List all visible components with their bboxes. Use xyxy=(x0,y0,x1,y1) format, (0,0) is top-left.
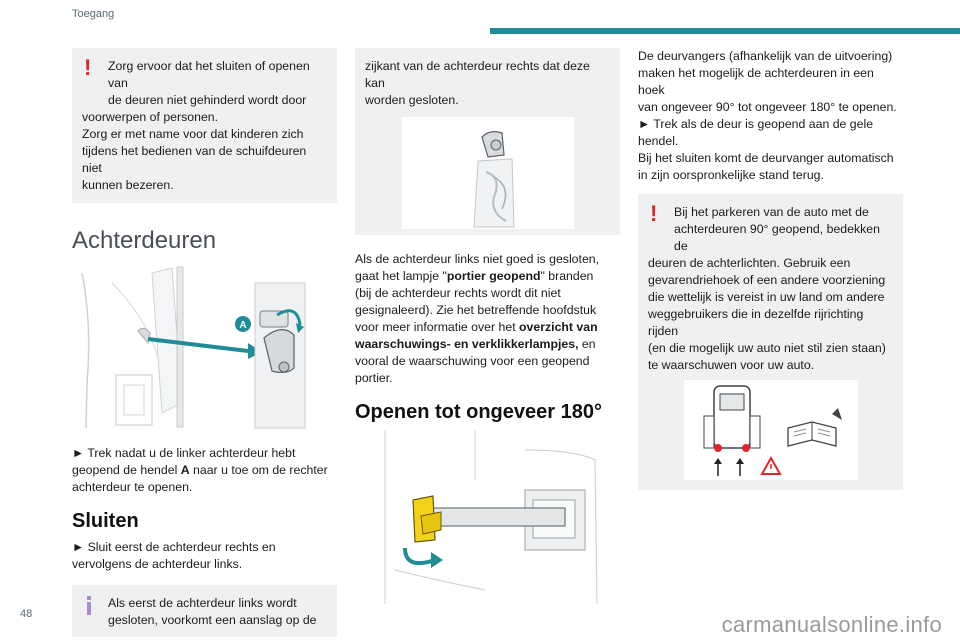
info-text-line: gesloten, voorkomt een aanslag op de xyxy=(108,613,317,627)
para-bold: overzicht van xyxy=(519,320,598,334)
para-text: (bij de achterdeur rechts wordt dit niet xyxy=(355,286,561,300)
header-section-label: Toegang xyxy=(72,8,115,20)
para-text: gaat het lampje " xyxy=(355,269,447,283)
warning-text-line: deuren de achterlichten. Gebruik een xyxy=(648,256,851,270)
para-bold: portier geopend xyxy=(446,269,541,283)
door-retainer-figure xyxy=(375,430,600,604)
step-text-bold: A xyxy=(180,463,190,477)
section-heading-achterdeuren: Achterdeuren xyxy=(72,227,217,254)
para-text: portier. xyxy=(355,371,393,385)
warning-text-line: Zorg ervoor dat het sluiten of openen van xyxy=(108,59,310,90)
warning-text-line: kunnen bezeren. xyxy=(82,178,174,192)
header-accent-bar xyxy=(490,28,960,34)
para-line: De deurvangers (afhankelijk van de uitvoering) xyxy=(638,49,893,63)
door-warning-paragraph xyxy=(355,251,620,387)
column-middle xyxy=(355,48,620,604)
para-text: gesignaleerd). Zie het betreffende hoofdstuk xyxy=(355,303,597,317)
door-catch-paragraph xyxy=(638,48,903,184)
parking-warning-box xyxy=(638,194,903,490)
info-icon xyxy=(86,596,112,615)
parking-warning-figure xyxy=(684,380,858,480)
warning-text-line: achterdeuren 90° geopend, bedekken de xyxy=(674,222,880,253)
warning-text-line: de deuren niet gehinderd wordt door xyxy=(108,93,307,107)
step-close-doors xyxy=(72,539,337,573)
para-text: voor meer informatie over het xyxy=(355,320,520,334)
warning-icon: ! xyxy=(84,55,92,80)
figure-label-a: A xyxy=(239,320,247,331)
para-text: " branden xyxy=(540,269,594,283)
warning-icon: ! xyxy=(650,201,658,226)
warning-text-line: gevarendriehoek of een andere voorziening xyxy=(648,273,886,287)
close-text-line: ► Sluit eerst de achterdeur rechts en xyxy=(72,540,276,554)
info-text-line: worden gesloten. xyxy=(365,93,459,107)
para-text: Als de achterdeur links niet goed is gesloten, xyxy=(355,252,600,266)
column-right xyxy=(638,48,903,490)
door-handle-figure xyxy=(72,263,337,433)
info-text-line: zijkant van de achterdeur rechts dat deze kan xyxy=(365,59,590,90)
info-text-line: Als eerst de achterdeur links wordt xyxy=(108,596,297,610)
para-bold: waarschuwings- en verklikkerlampjes, xyxy=(355,337,579,351)
step-text-part: naar u toe om de rechter xyxy=(189,463,328,477)
watermark: carmanualsonline.info xyxy=(721,612,942,637)
warning-text-line: weggebruikers die in dezelfde rijrichting rijden xyxy=(648,307,864,338)
column-left xyxy=(72,48,337,637)
warning-text-line: (en die mogelijk uw auto niet stil zien staan) xyxy=(648,341,886,355)
warning-box xyxy=(72,48,337,203)
warning-text-line: Zorg er met name voor dat kinderen zich xyxy=(82,127,304,141)
close-text-line: vervolgens de achterdeur links. xyxy=(72,557,243,571)
para-line: in zijn oorspronkelijke stand terug. xyxy=(638,168,824,182)
para-line: ► Trek als de deur is geopend aan de gele xyxy=(638,117,874,131)
door-check-figure xyxy=(402,117,574,229)
info-box-continued xyxy=(355,48,620,235)
step-open-right-door xyxy=(72,445,337,496)
para-line: hendel. xyxy=(638,134,679,148)
step-text-part: achterdeur te openen. xyxy=(72,480,193,494)
warning-text-line: Bij het parkeren van de auto met de xyxy=(674,205,869,219)
para-line: van ongeveer 90° tot ongeveer 180° te openen. xyxy=(638,100,897,114)
step-text-part: ► Trek nadat u de linker achterdeur hebt xyxy=(72,446,296,460)
warning-text-line: te waarschuwen voor uw auto. xyxy=(648,358,815,372)
para-text: vooral de waarschuwing voor een geopend xyxy=(355,354,590,368)
section-heading-sluiten: Sluiten xyxy=(72,510,139,532)
page-number: 48 xyxy=(20,608,33,620)
warning-text-line: die wettelijk is vereist in uw land om andere xyxy=(648,290,885,304)
section-heading-180: Openen tot ongeveer 180° xyxy=(355,401,602,423)
para-line: maken het mogelijk de achterdeuren in een hoek xyxy=(638,66,874,97)
warning-text-line: voorwerpen of personen. xyxy=(82,110,219,124)
para-text: en xyxy=(578,337,596,351)
warning-text-line: tijdens het bedienen van de schuifdeuren niet xyxy=(82,144,307,175)
para-line: Bij het sluiten komt de deurvanger automatisch xyxy=(638,151,894,165)
step-text-part: geopend de hendel xyxy=(72,463,181,477)
info-box xyxy=(72,585,337,637)
